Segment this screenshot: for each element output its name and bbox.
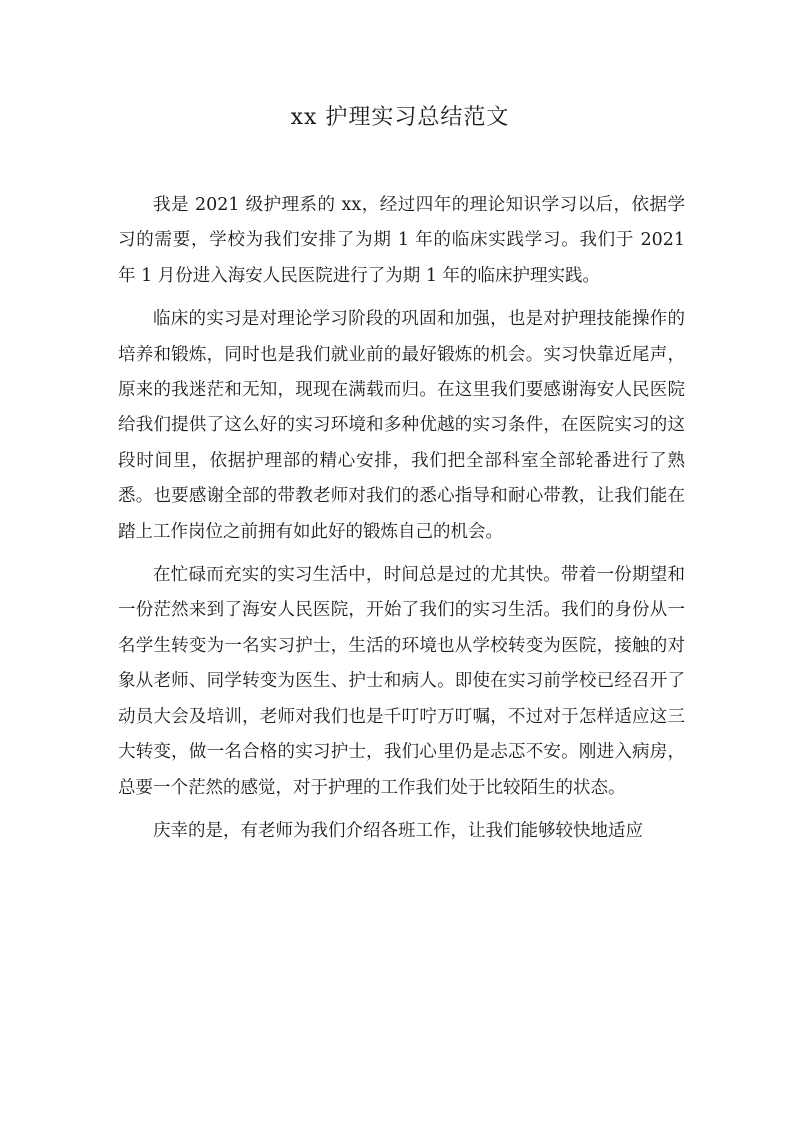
paragraph-4: 庆幸的是，有老师为我们介绍各班工作，让我们能够较快地适应 <box>153 820 643 841</box>
document-body <box>118 188 685 849</box>
paragraph-3: 在忙碌而充实的实习生活中，时间总是过的尤其快。带着一份期望和一份茫然来到了海安人民医院，开始了我们的实习生活。我们的身份从一名学生转变为一名实习护士，生活的环境也从学校转变为医院，接触的对象从老师、同学转变为医生、护士和病人。即使在实习前学校已经召开了动员大会及培训，老师对我们也是千叮咛万叮嘱，不过对于怎样适应这三大转变，做一名合格的实习护士，我们心里仍是忐忑不安。刚进入病房，总要一个茫然的感觉，对于护理的工作我们处于比较陌生的状态。 <box>118 565 685 798</box>
paragraph-1: 我是 2021 级护理系的 xx，经过四年的理论知识学习以后，依据学习的需要，学校为我们安排了为期 1 年的临床实践学习。我们于 2021 年 1 月份进入海安人民医院进行了为期 1 年的临床护理实践。 <box>118 195 685 286</box>
paragraph-2: 临床的实习是对理论学习阶段的巩固和加强，也是对护理技能操作的培养和锻炼，同时也是我们就业前的最好锻炼的机会。实习快靠近尾声，原来的我迷茫和无知，现现在满载而归。在这里我们要感谢海安人民医院给我们提供了这么好的实习环境和多种优越的实习条件，在医院实习的这段时间里，依据护理部的精心安排，我们把全部科室全部轮番进行了熟悉。也要感谢全部的带教老师对我们的悉心指导和耐心带教，让我们能在踏上工作岗位之前拥有如此好的锻炼自己的机会。 <box>118 309 685 542</box>
page-title: xx 护理实习总结范文 <box>290 105 510 130</box>
